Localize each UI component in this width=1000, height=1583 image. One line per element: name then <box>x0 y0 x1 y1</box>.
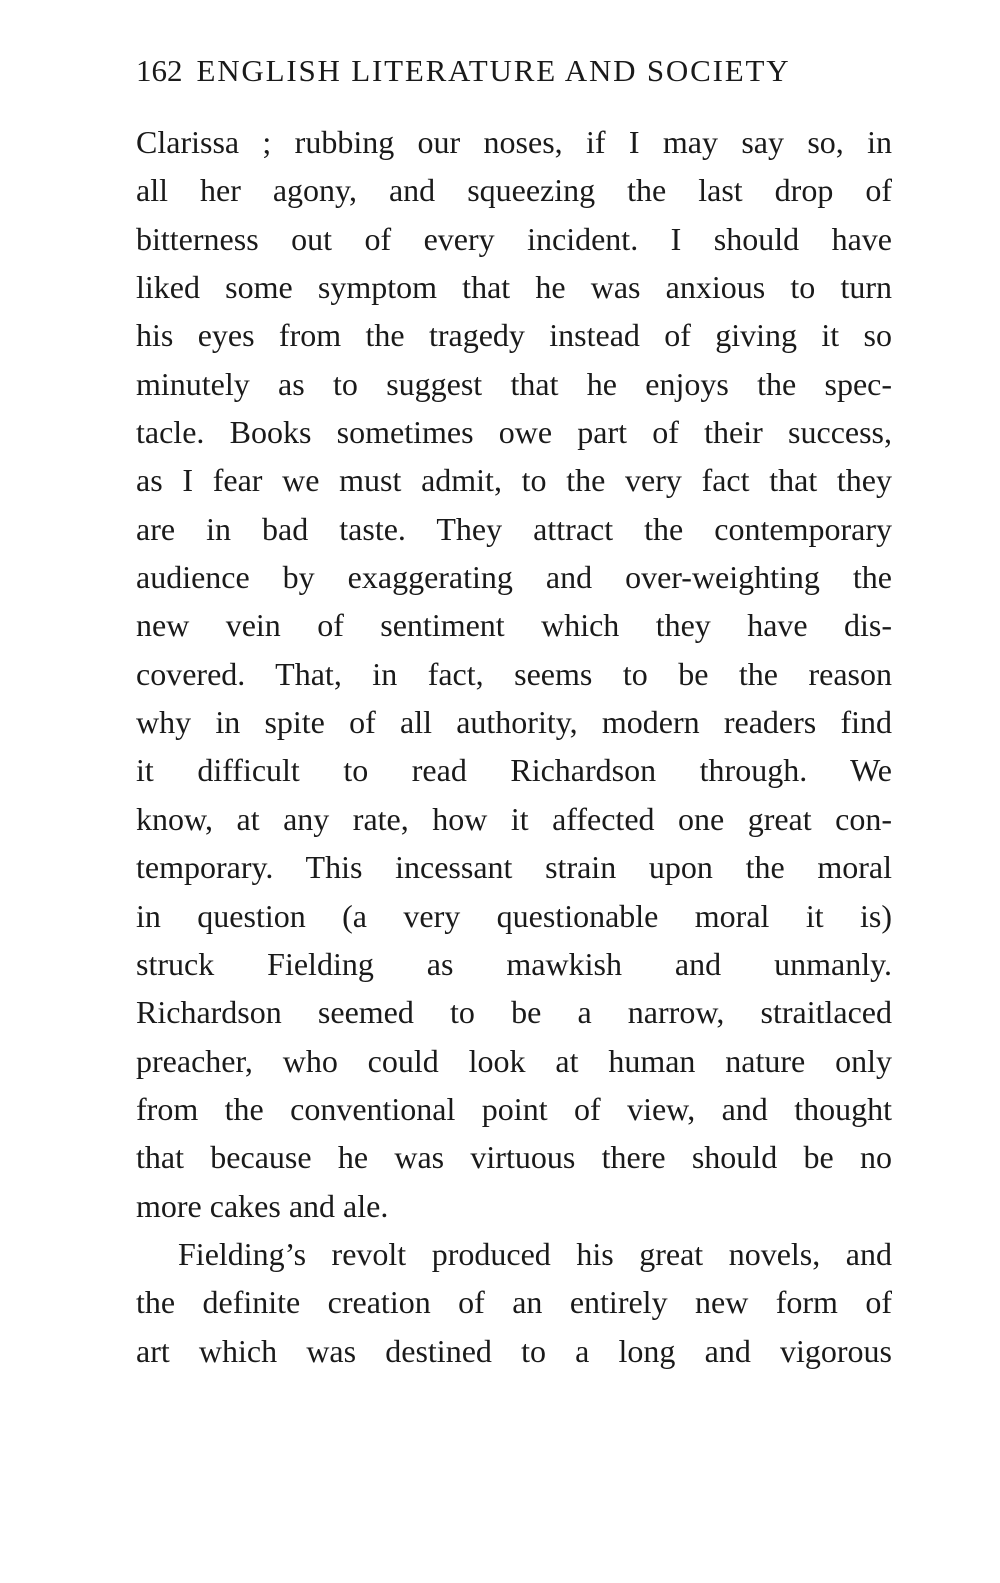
text-line: as I fear we must admit, to the very fact that they <box>136 462 892 499</box>
text-line: struck Fielding as mawkish and unmanly. <box>136 945 892 982</box>
running-title: ENGLISH LITERATURE AND SOCIETY <box>196 53 791 88</box>
text-line: bitterness out of every incident. I should have <box>136 220 892 257</box>
text-line: know, at any rate, how it affected one great con- <box>136 800 892 837</box>
text-line: liked some symptom that he was anxious to turn <box>136 269 892 306</box>
text-line: covered. That, in fact, seems to be the reason <box>136 655 892 692</box>
text-line: why in spite of all authority, modern readers find <box>136 704 892 741</box>
text-line: his eyes from the tragedy instead of giving it so <box>136 317 892 354</box>
text-line: the definite creation of an entirely new form of <box>136 1284 892 1321</box>
text-line: all her agony, and squeezing the last drop of <box>136 172 892 209</box>
text-line: art which was destined to a long and vigorous <box>136 1332 892 1369</box>
running-head <box>136 46 892 96</box>
page-number: 162 <box>136 53 183 88</box>
text-line: tacle. Books sometimes owe part of their success, <box>136 414 892 451</box>
text-line: more cakes and ale. <box>136 1187 389 1224</box>
text-line: preacher, who could look at human nature only <box>136 1042 892 1079</box>
text-line: temporary. This incessant strain upon the moral <box>136 849 892 886</box>
text-line: in question (a very questionable moral it is) <box>136 897 892 934</box>
text-line: audience by exaggerating and over-weighting the <box>136 559 892 596</box>
text-line: Fielding’s revolt produced his great novels, and <box>178 1235 892 1272</box>
text-line: from the conventional point of view, and thought <box>136 1090 892 1127</box>
text-line: Richardson seemed to be a narrow, straitlaced <box>136 994 892 1031</box>
text-line: minutely as to suggest that he enjoys the spec- <box>136 365 892 402</box>
text-line: it difficult to read Richardson through. We <box>136 752 892 789</box>
text-line: are in bad taste. They attract the contemporary <box>136 510 892 547</box>
body-text <box>136 118 892 1375</box>
text-line: that because he was virtuous there should be no <box>136 1139 892 1176</box>
text-line: new vein of sentiment which they have dis- <box>136 607 892 644</box>
text-line: Clarissa ; rubbing our noses, if I may say so, in <box>136 124 892 160</box>
